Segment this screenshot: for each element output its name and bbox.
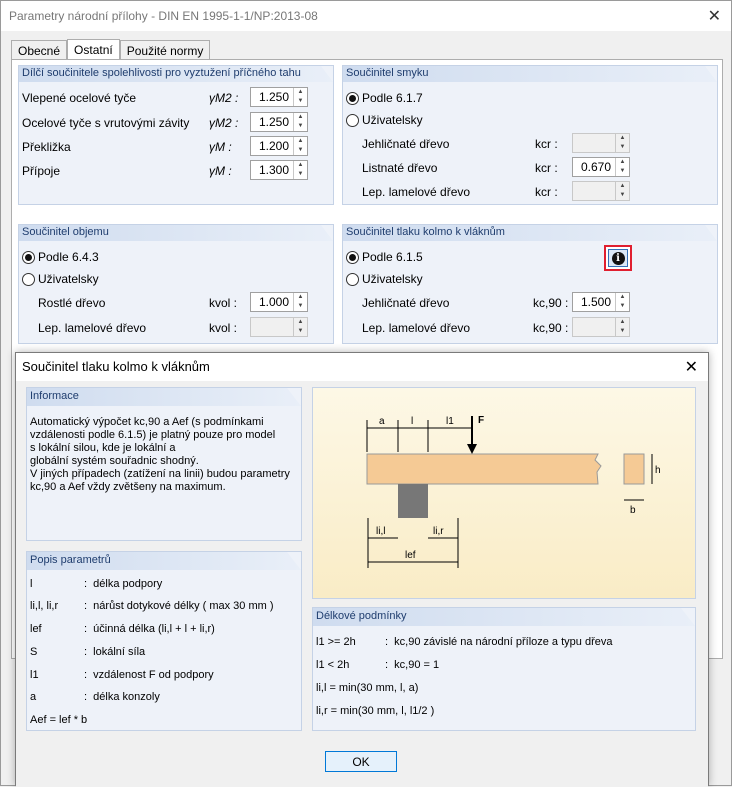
beam xyxy=(367,454,601,484)
param-key: l1 xyxy=(30,669,39,681)
param-value: : vzdálenost F od podpory xyxy=(84,669,214,681)
param-key: a xyxy=(30,691,37,703)
cond-value: : kc,90 = 1 xyxy=(385,659,440,671)
value-spinner[interactable] xyxy=(250,317,308,337)
info-line: s lokální silou, kde je lokální a xyxy=(30,442,176,454)
spinner-arrows-icon[interactable]: ▲ ▼ xyxy=(293,161,307,179)
info-line: globální systém souřadnic shodný. xyxy=(30,455,199,467)
spinner-arrows-icon[interactable]: ▲ ▼ xyxy=(615,318,629,336)
spinner-value[interactable] xyxy=(573,182,615,200)
row-symbol: γM2 : xyxy=(209,116,239,130)
spinner-arrows-icon[interactable]: ▲ ▼ xyxy=(293,318,307,336)
row-symbol: kvol : xyxy=(209,296,238,310)
spinner-arrows-icon[interactable]: ▲ ▼ xyxy=(615,158,629,176)
group-compression xyxy=(342,224,718,344)
row-symbol: kc,90 : xyxy=(533,296,569,310)
section-title: Informace xyxy=(27,388,301,406)
row-label: Lep. lamelové dřevo xyxy=(362,321,471,335)
param-key: li,l, li,r xyxy=(30,600,59,612)
row-label: Listnaté dřevo xyxy=(362,161,438,175)
window-title: Parametry národní přílohy - DIN EN 1995-1-1/NP:2013-08 xyxy=(9,9,318,23)
info-line: V jiných případech (zatížení na linii) budou parametry xyxy=(30,468,290,480)
section-lengths xyxy=(312,607,696,731)
title-bar xyxy=(1,1,731,31)
spinner-value[interactable] xyxy=(251,318,293,336)
group-partial-factors xyxy=(18,65,334,205)
label-l1: l1 xyxy=(446,416,454,427)
param-text: délka konzoly xyxy=(93,691,160,703)
spinner-value[interactable]: 1.300 xyxy=(258,163,289,177)
group-volume xyxy=(18,224,334,344)
radio-uzivatelsky[interactable] xyxy=(346,273,359,286)
spinner-value[interactable]: 1.250 xyxy=(258,115,289,129)
row-symbol: kc,90 : xyxy=(533,321,569,335)
row-symbol: kcr : xyxy=(535,161,558,175)
label-a: a xyxy=(379,416,385,427)
tab-ostatni[interactable]: Ostatní xyxy=(67,39,120,61)
group-shear xyxy=(342,65,718,205)
spinner-value[interactable]: 0.670 xyxy=(580,160,611,174)
row-label: Překližka xyxy=(22,140,71,154)
spinner-arrows-icon[interactable]: ▲ ▼ xyxy=(615,182,629,200)
dialog-title: Součinitel tlaku kolmo k vláknům xyxy=(16,353,708,381)
radio-label: Podle 6.1.7 xyxy=(362,91,423,105)
label-b: b xyxy=(630,505,636,516)
row-label: Jehličnaté dřevo xyxy=(362,296,450,310)
group-title: Součinitel smyku xyxy=(343,66,717,82)
spinner-arrows-icon[interactable]: ▲ ▼ xyxy=(293,137,307,155)
value-spinner[interactable] xyxy=(572,181,630,201)
param-text: účinná délka (li,l + l + li,r) xyxy=(93,623,215,635)
section-title: Popis parametrů xyxy=(27,552,301,570)
row-symbol: γM : xyxy=(209,164,232,178)
cond-key: l1 < 2h xyxy=(316,659,350,671)
row-label: Rostlé dřevo xyxy=(38,296,106,310)
label-l: l xyxy=(411,416,414,427)
radio-uzivatelsky[interactable] xyxy=(22,273,35,286)
support-block xyxy=(398,484,428,518)
diagram-panel xyxy=(312,387,696,599)
cond-value: : kc,90 závislé na národní příloze a typu dřeva xyxy=(385,636,613,648)
param-value: : lokální síla xyxy=(84,646,146,658)
row-label: Lep. lamelové dřevo xyxy=(38,321,147,335)
info-button[interactable] xyxy=(604,245,632,271)
label-h: h xyxy=(655,465,661,476)
info-line: vzdálenosti podle 6.1.5) je platný pouze pro model xyxy=(30,429,276,441)
param-value: : nárůst dotykové délky ( max 30 mm ) xyxy=(84,600,274,612)
row-label: Ocelové tyče s vrutovými závity xyxy=(22,116,190,130)
spinner-arrows-icon[interactable]: ▲ ▼ xyxy=(293,88,307,106)
info-text xyxy=(30,416,290,494)
dialog-body xyxy=(16,381,708,787)
cond-text: kc,90 = 1 xyxy=(394,659,440,671)
radio-label: Uživatelsky xyxy=(38,272,99,286)
label-lef: lef xyxy=(405,550,416,561)
close-icon[interactable]: ✕ xyxy=(707,8,721,25)
row-symbol: γM2 : xyxy=(209,91,239,105)
spinner-arrows-icon[interactable]: ▲ ▼ xyxy=(615,134,629,152)
value-spinner[interactable] xyxy=(250,87,308,107)
cond-formula: li,l = min(30 mm, l, a) xyxy=(316,682,419,694)
value-spinner[interactable] xyxy=(572,133,630,153)
param-value: : délka podpory xyxy=(84,578,163,590)
info-line: Automatický výpočet kc,90 a Aef (s podmínkami xyxy=(30,416,264,428)
spinner-arrows-icon[interactable]: ▲ ▼ xyxy=(293,293,307,311)
value-spinner[interactable] xyxy=(250,136,308,156)
value-spinner[interactable] xyxy=(572,157,630,177)
tab-pouzite-normy[interactable]: Použité normy xyxy=(120,40,211,60)
info-dialog xyxy=(15,352,709,786)
group-title: Dílčí součinitele spolehlivosti pro vyztužení příčného tahu xyxy=(19,66,333,82)
row-symbol: kcr : xyxy=(535,185,558,199)
diagram-background xyxy=(313,388,695,598)
label-lil: li,l xyxy=(376,526,386,537)
row-label: Přípoje xyxy=(22,164,61,178)
row-label: Vlepené ocelové tyče xyxy=(22,91,137,105)
radio-podle-643[interactable] xyxy=(22,251,35,264)
cond-formula: li,r = min(30 mm, l, l1/2 ) xyxy=(316,705,435,717)
label-lir: li,r xyxy=(433,526,444,537)
radio-uzivatelsky[interactable] xyxy=(346,114,359,127)
param-text: lokální síla xyxy=(93,646,146,658)
cross-section xyxy=(624,454,644,484)
tab-strip xyxy=(11,38,210,60)
param-text: nárůst dotykové délky ( max 30 mm ) xyxy=(93,600,274,612)
param-key: l xyxy=(30,578,33,590)
radio-label: Uživatelsky xyxy=(362,113,423,127)
param-text: vzdálenost F od podpory xyxy=(93,669,214,681)
spinner-value[interactable]: 1.250 xyxy=(258,90,289,104)
group-title: Součinitel tlaku kolmo k vláknům xyxy=(343,225,717,241)
param-text: délka podpory xyxy=(93,578,163,590)
aef-formula: Aef = lef * b xyxy=(30,714,88,726)
param-key: S xyxy=(30,646,38,658)
cond-text: kc,90 závislé na národní příloze a typu dřeva xyxy=(394,636,613,648)
spinner-arrows-icon[interactable]: ▲ ▼ xyxy=(615,293,629,311)
support-diagram xyxy=(313,388,695,598)
value-spinner[interactable] xyxy=(250,292,308,312)
info-icon[interactable]: i xyxy=(608,249,628,267)
value-spinner[interactable] xyxy=(250,160,308,180)
section-params xyxy=(26,551,302,731)
ok-button[interactable]: OK xyxy=(325,751,397,772)
section-title: Délkové podmínky xyxy=(313,608,695,626)
row-label: Jehličnaté dřevo xyxy=(362,137,450,151)
radio-label: Podle 6.1.5 xyxy=(362,250,423,264)
info-line: kc,90 a Aef vždy zvětšeny na maximum. xyxy=(30,481,226,493)
row-symbol: kvol : xyxy=(209,321,238,335)
param-key: lef xyxy=(30,623,42,635)
radio-podle-617[interactable] xyxy=(346,92,359,105)
param-value: : délka konzoly xyxy=(84,691,160,703)
spinner-value[interactable]: 1.200 xyxy=(258,139,289,153)
spinner-value[interactable] xyxy=(573,134,615,152)
tab-obecne[interactable]: Obecné xyxy=(11,40,67,60)
row-label: Lep. lamelové dřevo xyxy=(362,185,471,199)
value-spinner[interactable] xyxy=(250,112,308,132)
spinner-value[interactable] xyxy=(573,318,615,336)
label-F: F xyxy=(478,415,485,426)
radio-label: Uživatelsky xyxy=(362,272,423,286)
value-spinner[interactable] xyxy=(572,317,630,337)
group-title: Součinitel objemu xyxy=(19,225,333,241)
spinner-arrows-icon[interactable]: ▲ ▼ xyxy=(293,113,307,131)
value-spinner[interactable] xyxy=(572,292,630,312)
param-value: : účinná délka (li,l + l + li,r) xyxy=(84,623,215,635)
section-info xyxy=(26,387,302,541)
row-symbol: γM : xyxy=(209,140,232,154)
radio-podle-615[interactable] xyxy=(346,251,359,264)
radio-label: Podle 6.4.3 xyxy=(38,250,99,264)
spinner-value[interactable]: 1.000 xyxy=(258,295,289,309)
row-symbol: kcr : xyxy=(535,137,558,151)
cond-key: l1 >= 2h xyxy=(316,636,356,648)
dialog-close-icon[interactable]: ✕ xyxy=(684,359,698,376)
spinner-value[interactable]: 1.500 xyxy=(580,295,611,309)
